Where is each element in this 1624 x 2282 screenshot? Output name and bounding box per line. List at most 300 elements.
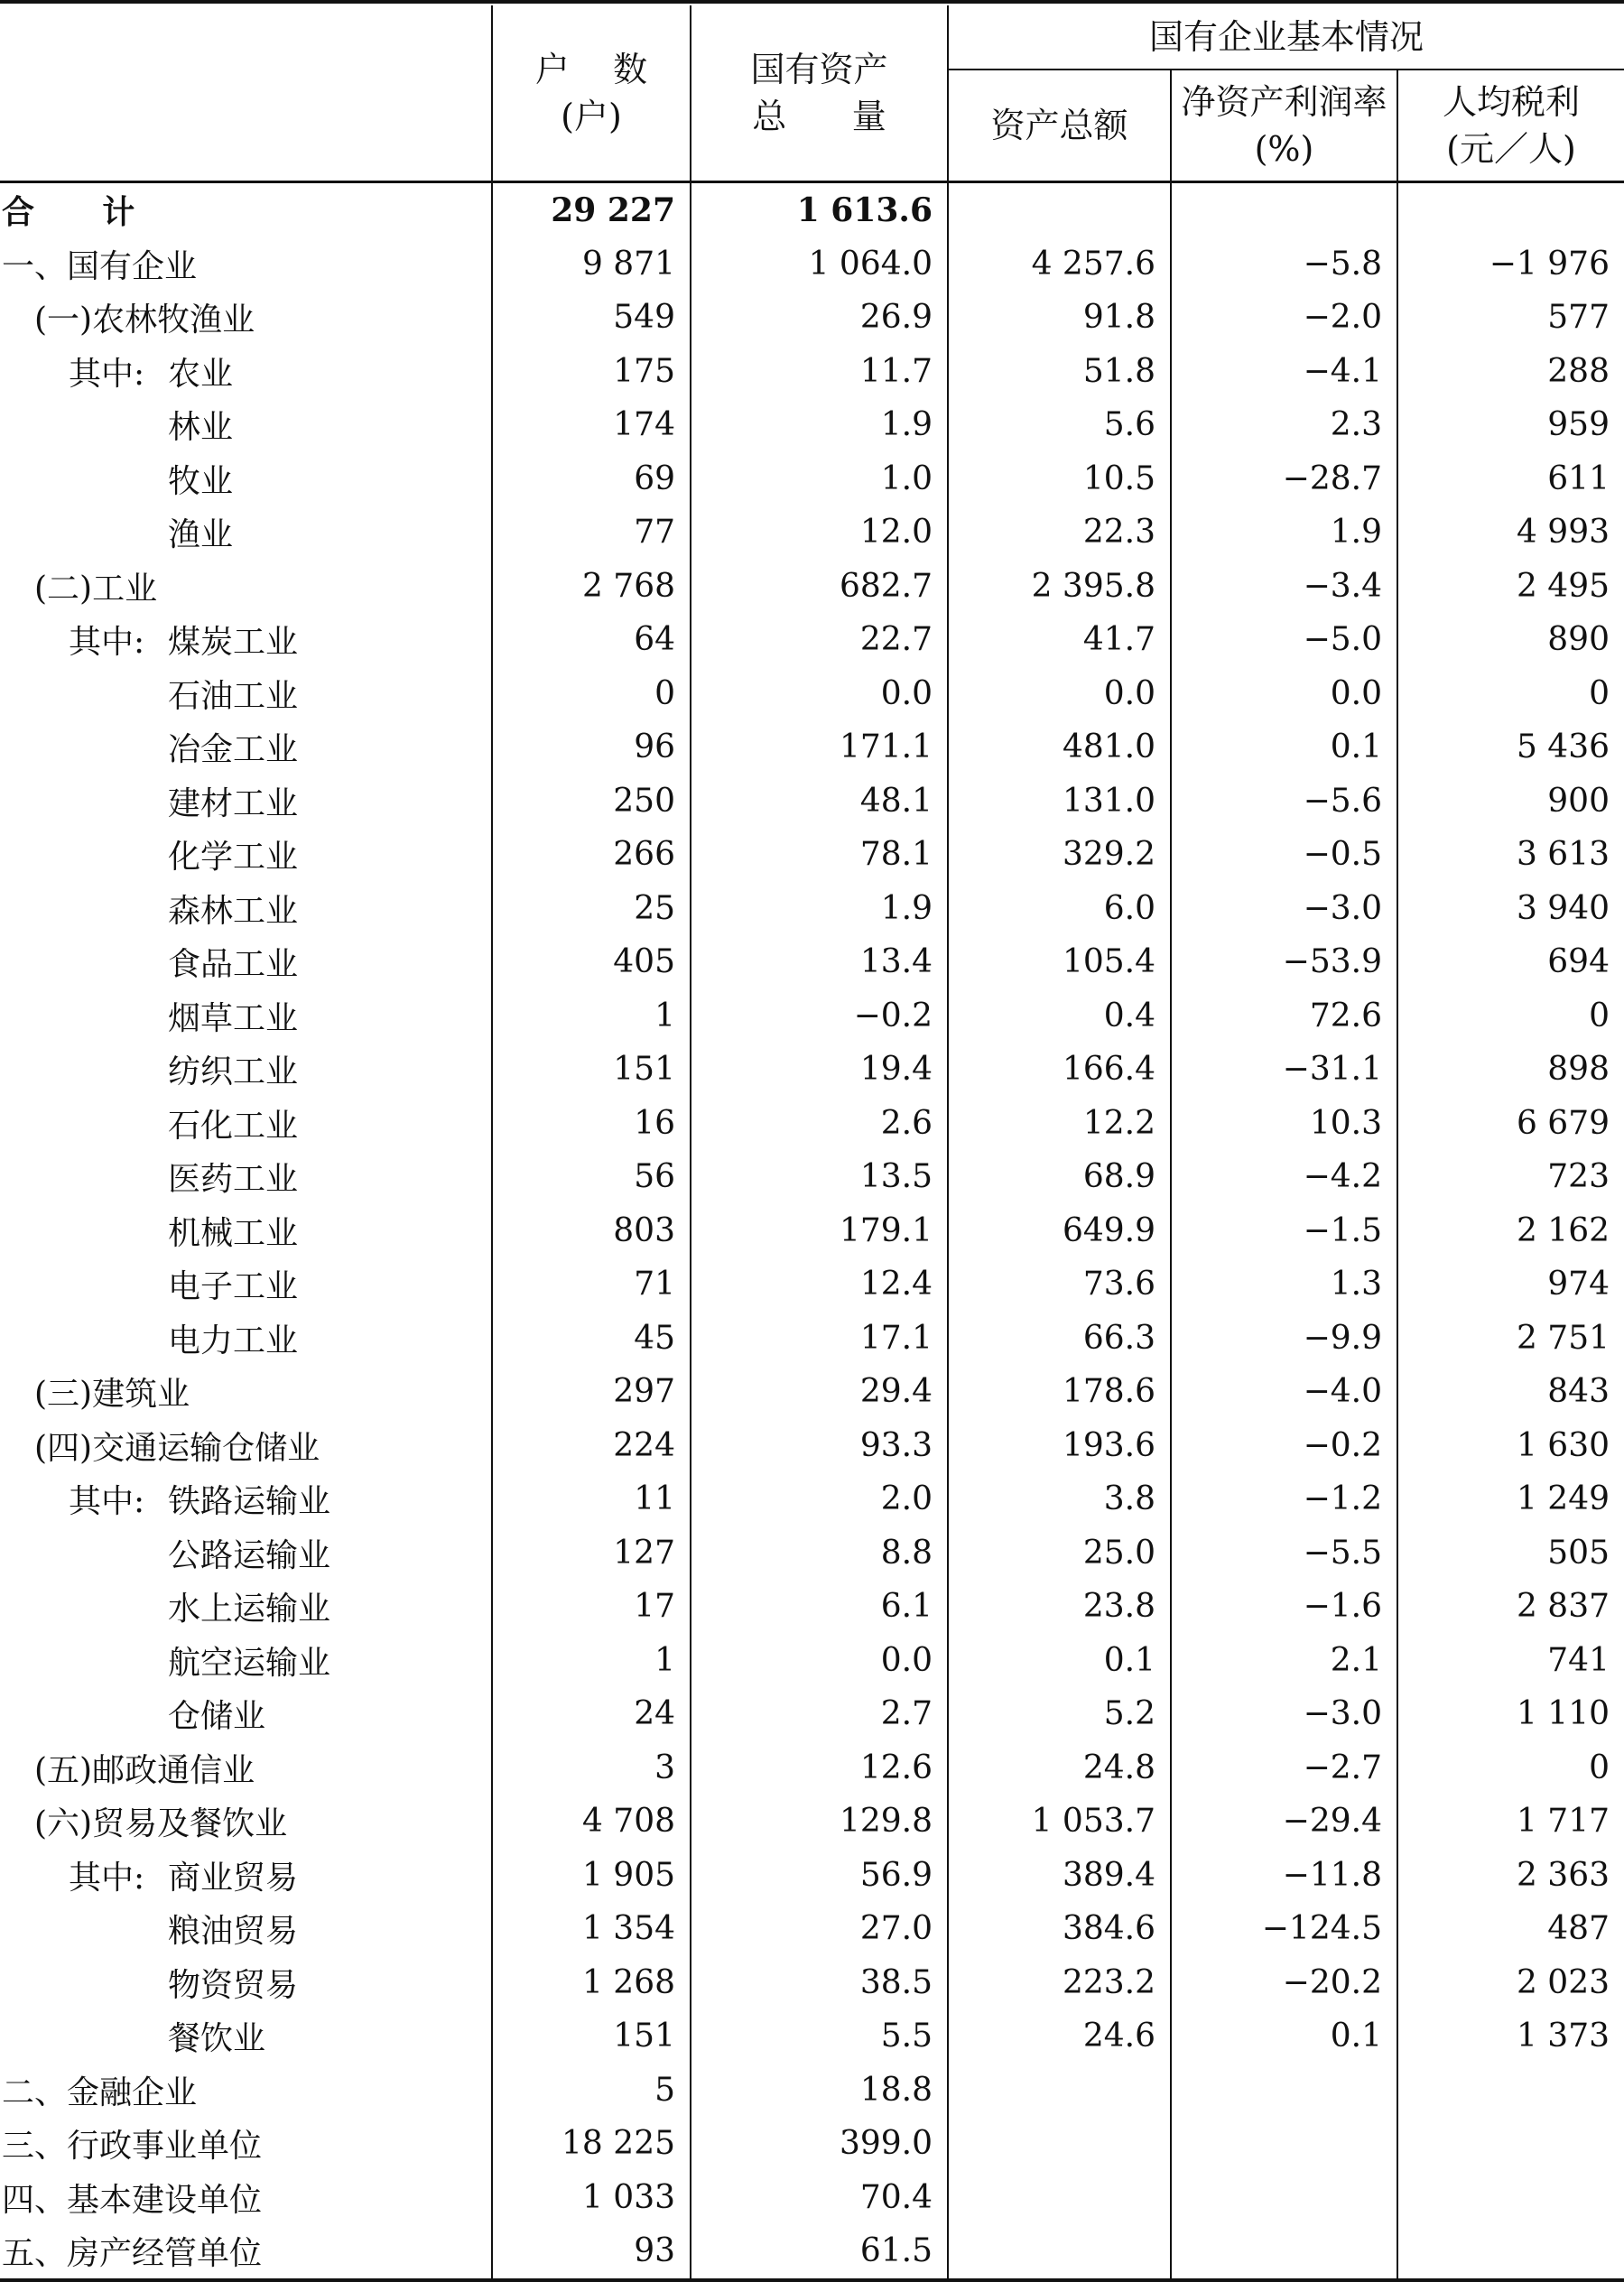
cell-total-assets: 25.0 (948, 1526, 1171, 1581)
cell-tax-per-capita: −1 976 (1489, 245, 1610, 283)
header-roe-line2: (%) (1254, 129, 1314, 169)
cell-count: 77 (492, 506, 691, 560)
row-category (0, 1312, 492, 1366)
cell-count: 405 (492, 935, 691, 989)
cell-tax-per-capita: 4 993 (1516, 514, 1610, 552)
row-category (0, 1526, 492, 1581)
row-name: 物资贸易 (168, 1966, 299, 2004)
table-row (0, 1956, 1624, 2010)
row-name: 机械工业 (168, 1214, 299, 1252)
cell-total-assets: 0.4 (948, 989, 1171, 1044)
row-prefix: 其中: (69, 1483, 145, 1521)
cell-total-assets (948, 2171, 1171, 2225)
cell-roe: 0.0 (1171, 667, 1397, 721)
cell-roe: 2.3 (1171, 398, 1397, 452)
cell-tax-per-capita: 577 (1547, 299, 1610, 337)
row-category (0, 775, 492, 829)
table-row (0, 720, 1624, 775)
row-name: (三)建筑业 (34, 1376, 190, 1414)
row-name: (一)农林牧渔业 (34, 301, 255, 339)
cell-state-assets: 0.0 (691, 667, 948, 721)
cell-total-assets: 23.8 (948, 1580, 1171, 1634)
cell-roe: −29.4 (1171, 1795, 1397, 1849)
cell-state-assets: 12.4 (691, 1257, 948, 1312)
cell-state-assets: 2.6 (691, 1097, 948, 1151)
cell-state-assets: 1.0 (691, 452, 948, 506)
cell-roe: −5.8 (1171, 237, 1397, 292)
row-name: 五、房产经管单位 (2, 2235, 263, 2273)
table-row (0, 1257, 1624, 1312)
cell-total-assets: 329.2 (948, 828, 1171, 882)
table-header (0, 5, 1624, 182)
cell-tax-per-capita: 959 (1547, 406, 1610, 444)
row-category (0, 1150, 492, 1204)
table-row (0, 398, 1624, 452)
cell-state-assets: 1.9 (691, 398, 948, 452)
header-total-assets: 资产总额 (948, 70, 1171, 182)
row-name: 渔业 (168, 516, 234, 554)
row-category (0, 1741, 492, 1795)
cell-total-assets: 51.8 (948, 345, 1171, 399)
row-category (0, 1043, 492, 1097)
cell-count: 16 (492, 1097, 691, 1151)
row-category (0, 2064, 492, 2118)
cell-state-assets: 2.0 (691, 1472, 948, 1526)
cell-roe: −1.5 (1171, 1204, 1397, 1258)
cell-total-assets: 193.6 (948, 1419, 1171, 1473)
row-name: 石油工业 (168, 677, 299, 715)
cell-state-assets: 56.9 (691, 1849, 948, 1903)
row-name: 餐饮业 (168, 2020, 266, 2058)
cell-roe: −0.5 (1171, 828, 1397, 882)
cell-roe: −1.6 (1171, 1580, 1397, 1634)
cell-count: 45 (492, 1312, 691, 1366)
cell-total-assets: 5.6 (948, 398, 1171, 452)
cell-roe (1171, 182, 1397, 237)
cell-count: 1 (492, 1634, 691, 1688)
table-body (0, 182, 1624, 2280)
cell-tax-per-capita (1397, 2224, 1624, 2280)
cell-count: 127 (492, 1526, 691, 1581)
table-row (0, 1849, 1624, 1903)
cell-total-assets: 105.4 (948, 935, 1171, 989)
cell-tax-per-capita (1397, 2171, 1624, 2225)
row-category (0, 1365, 492, 1419)
cell-tax-per-capita: 6 679 (1516, 1104, 1610, 1142)
row-category (0, 182, 492, 237)
cell-state-assets: 26.9 (691, 291, 948, 345)
cell-state-assets: 78.1 (691, 828, 948, 882)
cell-roe: −5.5 (1171, 1526, 1397, 1581)
cell-count: 250 (492, 775, 691, 829)
cell-count: 24 (492, 1687, 691, 1741)
cell-roe (1171, 2171, 1397, 2225)
row-name: 农业 (168, 355, 234, 393)
cell-roe: −1.2 (1171, 1472, 1397, 1526)
row-name: 电力工业 (168, 1322, 299, 1359)
cell-roe: −4.2 (1171, 1150, 1397, 1204)
row-name: (四)交通运输仓储业 (34, 1429, 320, 1467)
cell-roe: −124.5 (1171, 1902, 1397, 1956)
row-prefix: 其中: (69, 624, 145, 662)
cell-count: 224 (492, 1419, 691, 1473)
row-name: 林业 (168, 409, 234, 447)
row-category (0, 1956, 492, 2010)
cell-state-assets: 399.0 (691, 2117, 948, 2171)
cell-count: 9 871 (492, 237, 691, 292)
cell-state-assets: 0.0 (691, 1634, 948, 1688)
cell-tax-per-capita: 898 (1547, 1051, 1610, 1089)
table-row (0, 2224, 1624, 2280)
table-row (0, 345, 1624, 399)
cell-roe: −5.6 (1171, 775, 1397, 829)
cell-count: 1 (492, 989, 691, 1044)
cell-roe (1171, 2224, 1397, 2280)
cell-total-assets (948, 2224, 1171, 2280)
table-row (0, 506, 1624, 560)
row-category (0, 1634, 492, 1688)
cell-roe: 1.3 (1171, 1257, 1397, 1312)
cell-roe: −3.0 (1171, 882, 1397, 936)
cell-total-assets: 3.8 (948, 1472, 1171, 1526)
table-row (0, 1634, 1624, 1688)
table-row (0, 882, 1624, 936)
cell-roe: −3.0 (1171, 1687, 1397, 1741)
row-category (0, 828, 492, 882)
table-row (0, 182, 1624, 237)
row-name: 建材工业 (168, 784, 299, 822)
cell-tax-per-capita: 1 630 (1516, 1426, 1610, 1464)
cell-total-assets: 649.9 (948, 1204, 1171, 1258)
cell-state-assets: 17.1 (691, 1312, 948, 1366)
cell-count: 56 (492, 1150, 691, 1204)
row-name: 水上运输业 (168, 1591, 331, 1628)
row-category (0, 1849, 492, 1903)
cell-state-assets: 5.5 (691, 2009, 948, 2064)
row-prefix: 其中: (69, 1859, 145, 1897)
cell-state-assets: 29.4 (691, 1365, 948, 1419)
table-row (0, 1419, 1624, 1473)
table-row (0, 828, 1624, 882)
table-row (0, 1687, 1624, 1741)
cell-count: 5 (492, 2064, 691, 2118)
cell-tax-per-capita: 2 023 (1516, 1963, 1610, 2001)
header-roe-line1: 净资产利润率 (1181, 82, 1387, 122)
cell-total-assets: 91.8 (948, 291, 1171, 345)
cell-state-assets: 6.1 (691, 1580, 948, 1634)
header-group-enterprise-info: 国有企业基本情况 (948, 5, 1624, 70)
row-category (0, 1419, 492, 1473)
cell-total-assets: 24.8 (948, 1741, 1171, 1795)
cell-count: 1 905 (492, 1849, 691, 1903)
header-state-assets (691, 5, 948, 182)
row-name: (五)邮政通信业 (34, 1751, 255, 1789)
row-name: 森林工业 (168, 892, 299, 930)
cell-tax-per-capita: 890 (1547, 621, 1610, 659)
row-name: 煤炭工业 (168, 624, 299, 662)
table-row (0, 1204, 1624, 1258)
cell-total-assets: 178.6 (948, 1365, 1171, 1419)
row-name: (六)贸易及餐饮业 (34, 1805, 288, 1843)
row-category (0, 1472, 492, 1526)
cell-tax-per-capita: 1 110 (1516, 1695, 1610, 1733)
cell-roe: 10.3 (1171, 1097, 1397, 1151)
table-row (0, 613, 1624, 667)
cell-count: 1 033 (492, 2171, 691, 2225)
cell-roe: 0.1 (1171, 720, 1397, 775)
cell-count: 96 (492, 720, 691, 775)
cell-tax-per-capita: 3 940 (1516, 889, 1610, 927)
cell-total-assets: 4 257.6 (948, 237, 1171, 292)
cell-total-assets: 389.4 (948, 1849, 1171, 1903)
table-row (0, 1043, 1624, 1097)
cell-count: 4 708 (492, 1795, 691, 1849)
cell-count: 64 (492, 613, 691, 667)
row-category (0, 613, 492, 667)
table-row (0, 2009, 1624, 2064)
cell-state-assets: 12.6 (691, 1741, 948, 1795)
cell-roe: −20.2 (1171, 1956, 1397, 2010)
row-category (0, 667, 492, 721)
state-assets-table (0, 5, 1624, 2282)
row-category (0, 1097, 492, 1151)
row-name: 食品工业 (168, 946, 299, 984)
row-name: 四、基本建设单位 (2, 2181, 263, 2219)
row-name: 一、国有企业 (2, 247, 198, 285)
table-row (0, 1150, 1624, 1204)
row-name: (二)工业 (34, 570, 158, 608)
cell-tax-per-capita: 5 436 (1516, 728, 1610, 766)
cell-roe: −2.0 (1171, 291, 1397, 345)
cell-tax-per-capita: 0 (1589, 1749, 1610, 1786)
cell-state-assets: 18.8 (691, 2064, 948, 2118)
table-row (0, 1795, 1624, 1849)
row-name: 石化工业 (168, 1107, 299, 1145)
cell-count: 17 (492, 1580, 691, 1634)
cell-state-assets: 27.0 (691, 1902, 948, 1956)
cell-state-assets: 61.5 (691, 2224, 948, 2280)
row-name: 三、行政事业单位 (2, 2128, 263, 2166)
cell-count: 18 225 (492, 2117, 691, 2171)
cell-total-assets: 12.2 (948, 1097, 1171, 1151)
cell-total-assets: 68.9 (948, 1150, 1171, 1204)
cell-total-assets (948, 2117, 1171, 2171)
row-category (0, 720, 492, 775)
row-category (0, 2117, 492, 2171)
cell-total-assets: 131.0 (948, 775, 1171, 829)
row-name: 商业贸易 (168, 1859, 299, 1897)
row-category (0, 2009, 492, 2064)
cell-count: 1 268 (492, 1956, 691, 2010)
header-roe (1171, 70, 1397, 182)
cell-state-assets: 1 064.0 (691, 237, 948, 292)
row-name: 粮油贸易 (168, 1913, 299, 1951)
row-category (0, 1580, 492, 1634)
cell-count: 266 (492, 828, 691, 882)
cell-tax-per-capita (1397, 182, 1624, 237)
table-row (0, 775, 1624, 829)
cell-total-assets (948, 182, 1171, 237)
row-category (0, 1687, 492, 1741)
cell-state-assets: 22.7 (691, 613, 948, 667)
cell-total-assets (948, 2064, 1171, 2118)
cell-total-assets: 223.2 (948, 1956, 1171, 2010)
row-category (0, 237, 492, 292)
row-name: 合 计 (2, 193, 135, 232)
cell-state-assets: 11.7 (691, 345, 948, 399)
cell-roe: 1.9 (1171, 506, 1397, 560)
cell-total-assets: 6.0 (948, 882, 1171, 936)
cell-count: 803 (492, 1204, 691, 1258)
cell-state-assets: 129.8 (691, 1795, 948, 1849)
cell-count: 297 (492, 1365, 691, 1419)
cell-roe (1171, 2117, 1397, 2171)
cell-count: 71 (492, 1257, 691, 1312)
table-row (0, 1741, 1624, 1795)
cell-total-assets: 166.4 (948, 1043, 1171, 1097)
table-row (0, 2064, 1624, 2118)
cell-tax-per-capita: 1 249 (1516, 1480, 1610, 1518)
cell-total-assets: 1 053.7 (948, 1795, 1171, 1849)
cell-state-assets: 8.8 (691, 1526, 948, 1581)
row-name: 仓储业 (168, 1698, 266, 1736)
cell-roe: 2.1 (1171, 1634, 1397, 1688)
row-name: 冶金工业 (168, 731, 299, 769)
cell-roe: −2.7 (1171, 1741, 1397, 1795)
row-name: 公路运输业 (168, 1536, 331, 1574)
cell-tax-per-capita: 2 495 (1516, 567, 1610, 605)
table-row (0, 667, 1624, 721)
row-name: 航空运输业 (168, 1644, 331, 1682)
header-tax-line1: 人均税利 (1442, 82, 1580, 122)
header-count (492, 5, 691, 182)
cell-count: 29 227 (492, 182, 691, 237)
cell-total-assets: 10.5 (948, 452, 1171, 506)
cell-roe: −3.4 (1171, 560, 1397, 614)
table-row (0, 452, 1624, 506)
cell-roe: −0.2 (1171, 1419, 1397, 1473)
cell-state-assets: 13.5 (691, 1150, 948, 1204)
cell-tax-per-capita: 3 613 (1516, 836, 1610, 874)
row-category (0, 1795, 492, 1849)
cell-tax-per-capita: 741 (1547, 1641, 1610, 1679)
cell-total-assets: 384.6 (948, 1902, 1171, 1956)
header-tax-per-capita (1397, 70, 1624, 182)
row-name: 牧业 (168, 462, 234, 500)
cell-count: 69 (492, 452, 691, 506)
row-category (0, 2171, 492, 2225)
cell-roe: −4.0 (1171, 1365, 1397, 1419)
header-state-assets-line2: 总 量 (752, 97, 886, 136)
cell-roe: −28.7 (1171, 452, 1397, 506)
cell-roe: −9.9 (1171, 1312, 1397, 1366)
cell-state-assets: 70.4 (691, 2171, 948, 2225)
cell-state-assets: 13.4 (691, 935, 948, 989)
cell-state-assets: 682.7 (691, 560, 948, 614)
row-name: 化学工业 (168, 839, 299, 877)
table-row (0, 1365, 1624, 1419)
cell-total-assets: 5.2 (948, 1687, 1171, 1741)
row-category (0, 560, 492, 614)
cell-count: 11 (492, 1472, 691, 1526)
cell-roe: 0.1 (1171, 2009, 1397, 2064)
cell-state-assets: 1.9 (691, 882, 948, 936)
table-row (0, 1312, 1624, 1366)
row-category (0, 882, 492, 936)
cell-roe (1171, 2064, 1397, 2118)
cell-state-assets: 12.0 (691, 506, 948, 560)
cell-tax-per-capita: 288 (1547, 352, 1610, 390)
cell-total-assets: 0.0 (948, 667, 1171, 721)
table-row (0, 1580, 1624, 1634)
cell-tax-per-capita (1397, 2064, 1624, 2118)
table-row (0, 560, 1624, 614)
row-name: 电子工业 (168, 1268, 299, 1306)
cell-tax-per-capita: 1 373 (1516, 2018, 1610, 2055)
table-row (0, 237, 1624, 292)
cell-tax-per-capita: 2 837 (1516, 1588, 1610, 1626)
row-category (0, 291, 492, 345)
cell-total-assets: 41.7 (948, 613, 1171, 667)
row-category (0, 989, 492, 1044)
cell-state-assets: 48.1 (691, 775, 948, 829)
cell-roe: −5.0 (1171, 613, 1397, 667)
header-category (0, 5, 492, 182)
cell-roe: −53.9 (1171, 935, 1397, 989)
row-name: 烟草工业 (168, 999, 299, 1037)
cell-count: 151 (492, 2009, 691, 2064)
cell-count: 549 (492, 291, 691, 345)
cell-tax-per-capita: 900 (1547, 782, 1610, 820)
table-row (0, 1472, 1624, 1526)
cell-count: 25 (492, 882, 691, 936)
cell-roe: −31.1 (1171, 1043, 1397, 1097)
cell-total-assets: 2 395.8 (948, 560, 1171, 614)
table-row (0, 1097, 1624, 1151)
cell-tax-per-capita: 0 (1589, 997, 1610, 1034)
cell-total-assets: 24.6 (948, 2009, 1171, 2064)
row-name: 二、金融企业 (2, 2073, 198, 2111)
header-state-assets-line1: 国有资产 (750, 50, 888, 89)
row-category (0, 1902, 492, 1956)
cell-roe: −11.8 (1171, 1849, 1397, 1903)
table-row (0, 1526, 1624, 1581)
cell-state-assets: 2.7 (691, 1687, 948, 1741)
header-count-unit: (户) (561, 97, 622, 136)
table-row (0, 291, 1624, 345)
row-category (0, 1204, 492, 1258)
cell-tax-per-capita: 843 (1547, 1373, 1610, 1411)
row-category (0, 935, 492, 989)
row-category (0, 398, 492, 452)
cell-state-assets: 38.5 (691, 1956, 948, 2010)
cell-tax-per-capita: 723 (1547, 1158, 1610, 1196)
cell-count: 151 (492, 1043, 691, 1097)
cell-total-assets: 0.1 (948, 1634, 1171, 1688)
cell-state-assets: 179.1 (691, 1204, 948, 1258)
cell-count: 174 (492, 398, 691, 452)
table-row (0, 935, 1624, 989)
cell-count: 1 354 (492, 1902, 691, 1956)
table-row (0, 1902, 1624, 1956)
cell-roe: 72.6 (1171, 989, 1397, 1044)
cell-tax-per-capita: 2 162 (1516, 1211, 1610, 1249)
cell-tax-per-capita: 2 751 (1516, 1319, 1610, 1357)
cell-total-assets: 481.0 (948, 720, 1171, 775)
cell-state-assets: 19.4 (691, 1043, 948, 1097)
row-name: 医药工业 (168, 1161, 299, 1199)
cell-tax-per-capita: 0 (1589, 674, 1610, 712)
